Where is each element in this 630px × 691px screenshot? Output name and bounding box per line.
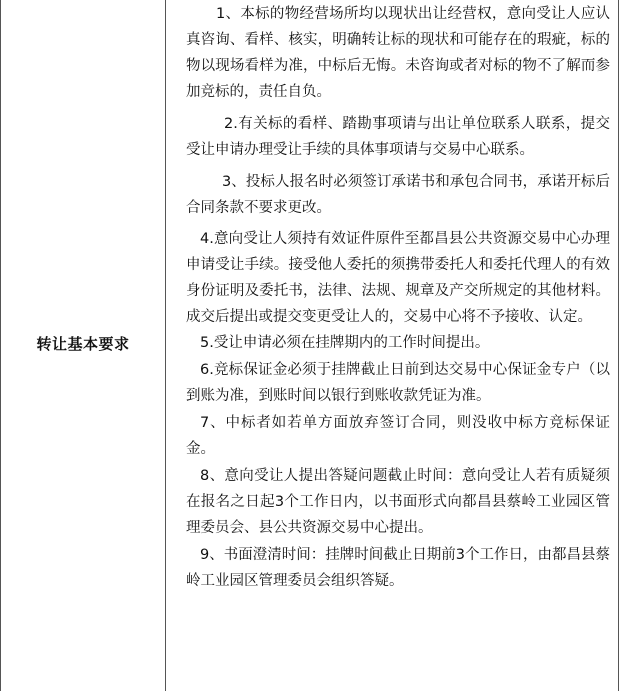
row-label-cell — [1, 0, 165, 691]
requirement-paragraph-6: 6.竞标保证金必须于挂牌截止日前到达交易中心保证金专户（以到账为准，到账时间以银行到账收款凭证为准。 — [186, 362, 610, 404]
requirement-paragraph-7: 7、中标者如若单方面放弃签订合同，则没收中标方竞标保证金。 — [186, 415, 610, 457]
requirements-content-cell — [186, 0, 610, 594]
requirement-paragraph-4: 4.意向受让人须持有效证件原件至都昌县公共资源交易中心办理申请受让手续。接受他人委托的须携带委托人和委托代理人的有效身份证明及委托书，法律、法规、规章及产交所规定的其他材料。成交后提出或提交变更受让人的，交易中心将不予接收、认定。 — [186, 231, 610, 325]
table-border-right — [618, 0, 619, 691]
requirement-paragraph-5: 5.受让申请必须在挂牌期内的工作时间提出。 — [200, 335, 490, 351]
requirement-paragraph-2: 2.有关标的看样、踏勘事项请与出让单位联系人联系，提交受让申请办理受让手续的具体事项请与交易中心联系。 — [186, 116, 610, 158]
requirement-paragraph-9: 9、书面澄清时间：挂牌时间截止日期前3个工作日，由都昌县蔡岭工业园区管理委员会组织答疑。 — [186, 547, 610, 589]
requirement-paragraph-3: 3、投标人报名时必须签订承诺书和承包合同书，承诺开标后合同条款不要求更改。 — [186, 174, 610, 216]
row-label: 转让基本要求 — [36, 335, 130, 353]
requirement-paragraph-1: 1、本标的物经营场所均以现状出让经营权，意向受让人应认真咨询、看样、核实，明确转让标的现状和可能存在的瑕疵，标的物以现场看样为准，中标后无悔。未咨询或者对标的物不了解而参加竞标的，责任自负。 — [186, 6, 610, 100]
requirement-paragraph-8: 8、意向受让人提出答疑问题截止时间：意向受让人若有质疑须在报名之日起3个工作日内，以书面形式向都昌县蔡岭工业园区管理委员会、县公共资源交易中心提出。 — [186, 468, 610, 536]
table-column-divider — [165, 0, 166, 691]
